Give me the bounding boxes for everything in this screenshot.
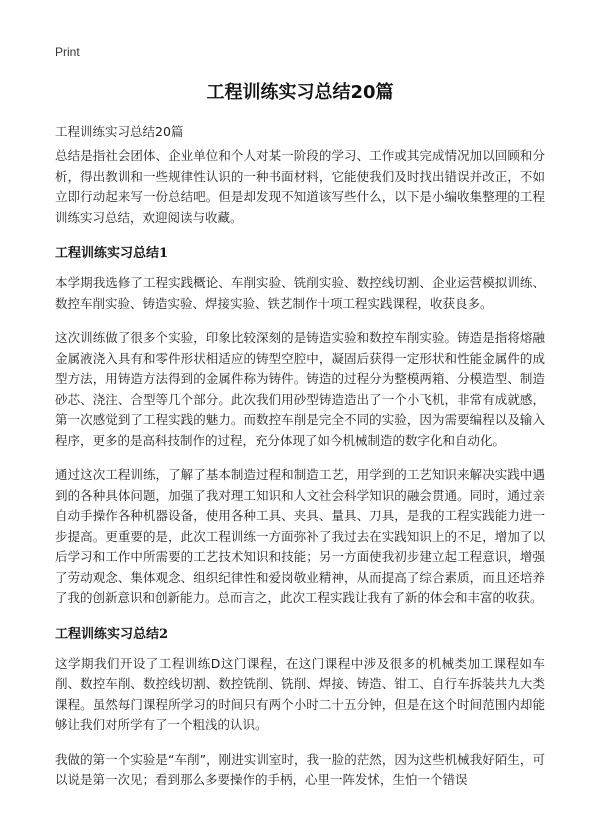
section-heading-2: 工程训练实习总结2 xyxy=(55,626,169,642)
intro-paragraph: 总结是指社会团体、企业单位和个人对某一阶段的学习、工作或其完成情况加以回顾和分析，得出教训和一些规律性认识的一种书面材料，它能使我们及时找出错误并改正，不如立即行动起来写一份总结吧。但是却发现不知道该写些什么，以下是小编收集整理的工程训练实习总结，欢迎阅读与收藏。 xyxy=(55,148,545,225)
section-1-paragraph-2: 这次训练做了很多个实验，印象比较深刻的是铸造实验和数控车削实验。铸造是指将熔融金属液浇入具有和零件形状相适应的铸型空腔中，凝固后获得一定形状和性能金属件的成型方法，用铸造方法得到的金属件称为铸件。铸造的过程分为整模两箱、分模造型、制造砂芯、浇注、合型等几个部分。此次我们用砂型铸造造出了一个小飞机，非常有成就感，第一次感觉到了工程实践的魅力。而数控车削是完全不同的实验，因为需要编程以及输入程序，更多的是高科技制作的过程，充分体现了如今机械制造的数字化和自动化。 xyxy=(55,330,545,448)
document-subtitle: 工程训练实习总结20篇 xyxy=(55,124,184,139)
section-1-paragraph-1: 本学期我选修了工程实践概论、车削实验、铣削实验、数控线切割、企业运营模拟训练、数控车削实验、铸造实验、焊接实验、铁艺制作十项工程实践课程，收获良多。 xyxy=(55,275,545,311)
section-1-paragraph-3: 通过这次工程训练，了解了基本制造过程和制造工艺，用学到的工艺知识来解决实践中遇到的各种具体问题，加强了我对理工知识和人文社会科学知识的融会贯通。同时，通过亲自动手操作各种机器设备，使用各种工具、夹具、量具、刀具，是我的工程实践能力进一步提高。更重要的是，此次工程训练一方面弥补了我过去在实践知识上的不足，增加了以后学习和工作中所需要的工艺技术知识和技能；另一方面使我初步建立起工程意识，增强了劳动观念、集体观念、组织纪律性和爱岗敬业精神，从而提高了综合素质，而且还培养了我的创新意识和创新能力。总而言之，此次工程实践让我有了新的体会和丰富的收获。 xyxy=(55,467,545,605)
section-2-paragraph-2: 我做的第一个实验是“车削”，刚进实训室时，我一脸的茫然，因为这些机械我好陌生，可以说是第一次见；看到那么多要操作的手柄，心里一阵发怵，生怕一个错误 xyxy=(55,751,545,787)
section-heading-1: 工程训练实习总结1 xyxy=(55,246,169,261)
page-title: 工程训练实习总结20篇 xyxy=(206,82,394,103)
document-body xyxy=(55,122,545,805)
print-link[interactable]: Print xyxy=(55,45,80,59)
section-2-paragraph-1: 这学期我们开设了工程训练D这门课程，在这门课程中涉及很多的机械类加工课程如车削、数控车削、数控线切割、数控铣削、铣削、焊接、铸造、钳工、自行车拆装共九大类课程。虽然每门课程所学习的时间只有两个小时二十五分钟，但是在这个时间范围内却能够让我们对所学有了一个粗浅的认识。 xyxy=(55,655,545,732)
